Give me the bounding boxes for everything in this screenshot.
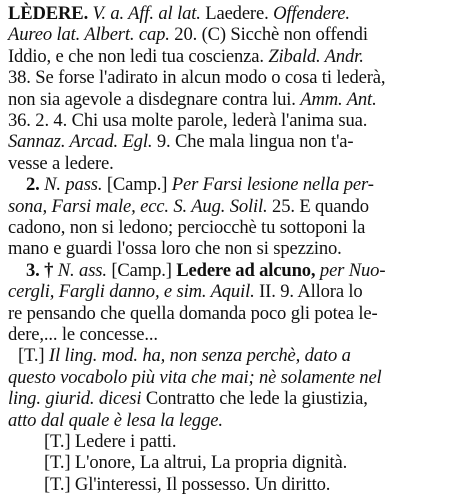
text-segment: ling. giurid. dicesi [8, 388, 142, 410]
text-segment: mano e guardi l'ossa loro che non si spezzino. [8, 238, 342, 260]
text-segment: N. ass. [57, 259, 107, 281]
text-segment: per Nuo- [315, 259, 386, 281]
text-segment: 2. [26, 174, 45, 196]
text-segment: N. pass. [44, 174, 103, 196]
text-segment: [T.] [18, 345, 49, 367]
text-segment: re pensando che quella domanda poco gli potea le- [8, 302, 378, 324]
text-line [8, 66, 385, 89]
text-segment: Gl'interessi, Il possesso. Un diritto. [74, 473, 331, 495]
text-segment: 20. (C) Sicchè non offendi [169, 24, 368, 46]
text-segment: [Camp.] [102, 174, 172, 196]
text-line [26, 259, 385, 282]
text-line [8, 2, 350, 25]
text-segment: Laedere. [200, 3, 274, 24]
text-line [8, 237, 342, 260]
text-segment: [Camp.] [106, 259, 177, 281]
text-segment: Iddio, e che non ledi tua coscienza. [8, 45, 269, 67]
text-segment: Aureo lat. Albert. cap. [8, 24, 170, 46]
text-segment: Per Farsi lesione nella per- [171, 174, 374, 196]
text-line [8, 323, 158, 346]
text-line [8, 302, 378, 325]
text-segment: dere,... le concesse... [8, 324, 158, 345]
text-line [26, 173, 374, 196]
text-line [8, 45, 364, 68]
text-segment: [T.] [44, 473, 75, 495]
text-segment: 36. 2. 4. Chi usa molte parole, lederà l'anima sua. [8, 110, 368, 131]
text-segment: Ledere i patti. [74, 431, 177, 452]
text-line [8, 109, 367, 132]
text-segment: Il ling. mod. ha, non senza perchè, dato a [48, 345, 351, 367]
text-segment: LÈDERE. [8, 3, 89, 24]
text-segment: 9. Che mala lingua non t'a- [152, 131, 354, 153]
text-line [8, 409, 223, 432]
text-line [44, 473, 330, 496]
text-line [8, 366, 382, 389]
text-segment: II. 9. Allora lo [254, 281, 363, 303]
text-segment: atto dal quale è lesa la legge. [8, 409, 223, 431]
text-segment: Offendere. [273, 3, 350, 24]
text-segment: [T.] [44, 452, 75, 474]
text-segment: cadono, non si ledono; perciocchè tu sottoponi la [8, 217, 366, 238]
text-line [8, 88, 377, 111]
text-line [44, 451, 347, 474]
text-line [8, 152, 114, 175]
text-segment: 25. E quando [267, 195, 369, 217]
text-line [8, 23, 368, 46]
text-segment: V. a. Aff. al lat. [88, 3, 201, 24]
text-segment: non sia agevole a disdegnare contra lui. [8, 88, 301, 110]
text-segment: sona, Farsi male, ecc. S. Aug. Solil. [8, 195, 268, 217]
text-line [8, 195, 369, 218]
text-segment: Sannaz. Arcad. Egl. [8, 131, 153, 153]
text-segment: Contratto che lede la giustizia, [141, 388, 368, 410]
text-segment: vesse a ledere. [8, 152, 114, 174]
text-line [18, 344, 351, 367]
text-line [44, 430, 176, 453]
text-segment: questo vocabolo più vita che mai; nè solamente nel [8, 366, 382, 388]
text-segment: [T.] [44, 431, 75, 452]
text-segment: 38. Se forse l'adirato in alcun modo o cosa ti lederà, [8, 67, 386, 89]
text-segment: Ledere ad alcuno, [176, 259, 316, 281]
text-line [8, 387, 368, 410]
text-segment: cergli, Fargli danno, e sim. Aquil. [8, 281, 255, 303]
text-segment: L'onore, La altrui, La propria dignità. [74, 452, 348, 474]
text-segment: Zibald. Andr. [268, 45, 364, 67]
text-line [8, 130, 353, 153]
text-segment: 3. † [26, 259, 58, 281]
text-line [8, 216, 365, 239]
text-segment: Amm. Ant. [300, 88, 377, 110]
text-line [8, 280, 363, 303]
